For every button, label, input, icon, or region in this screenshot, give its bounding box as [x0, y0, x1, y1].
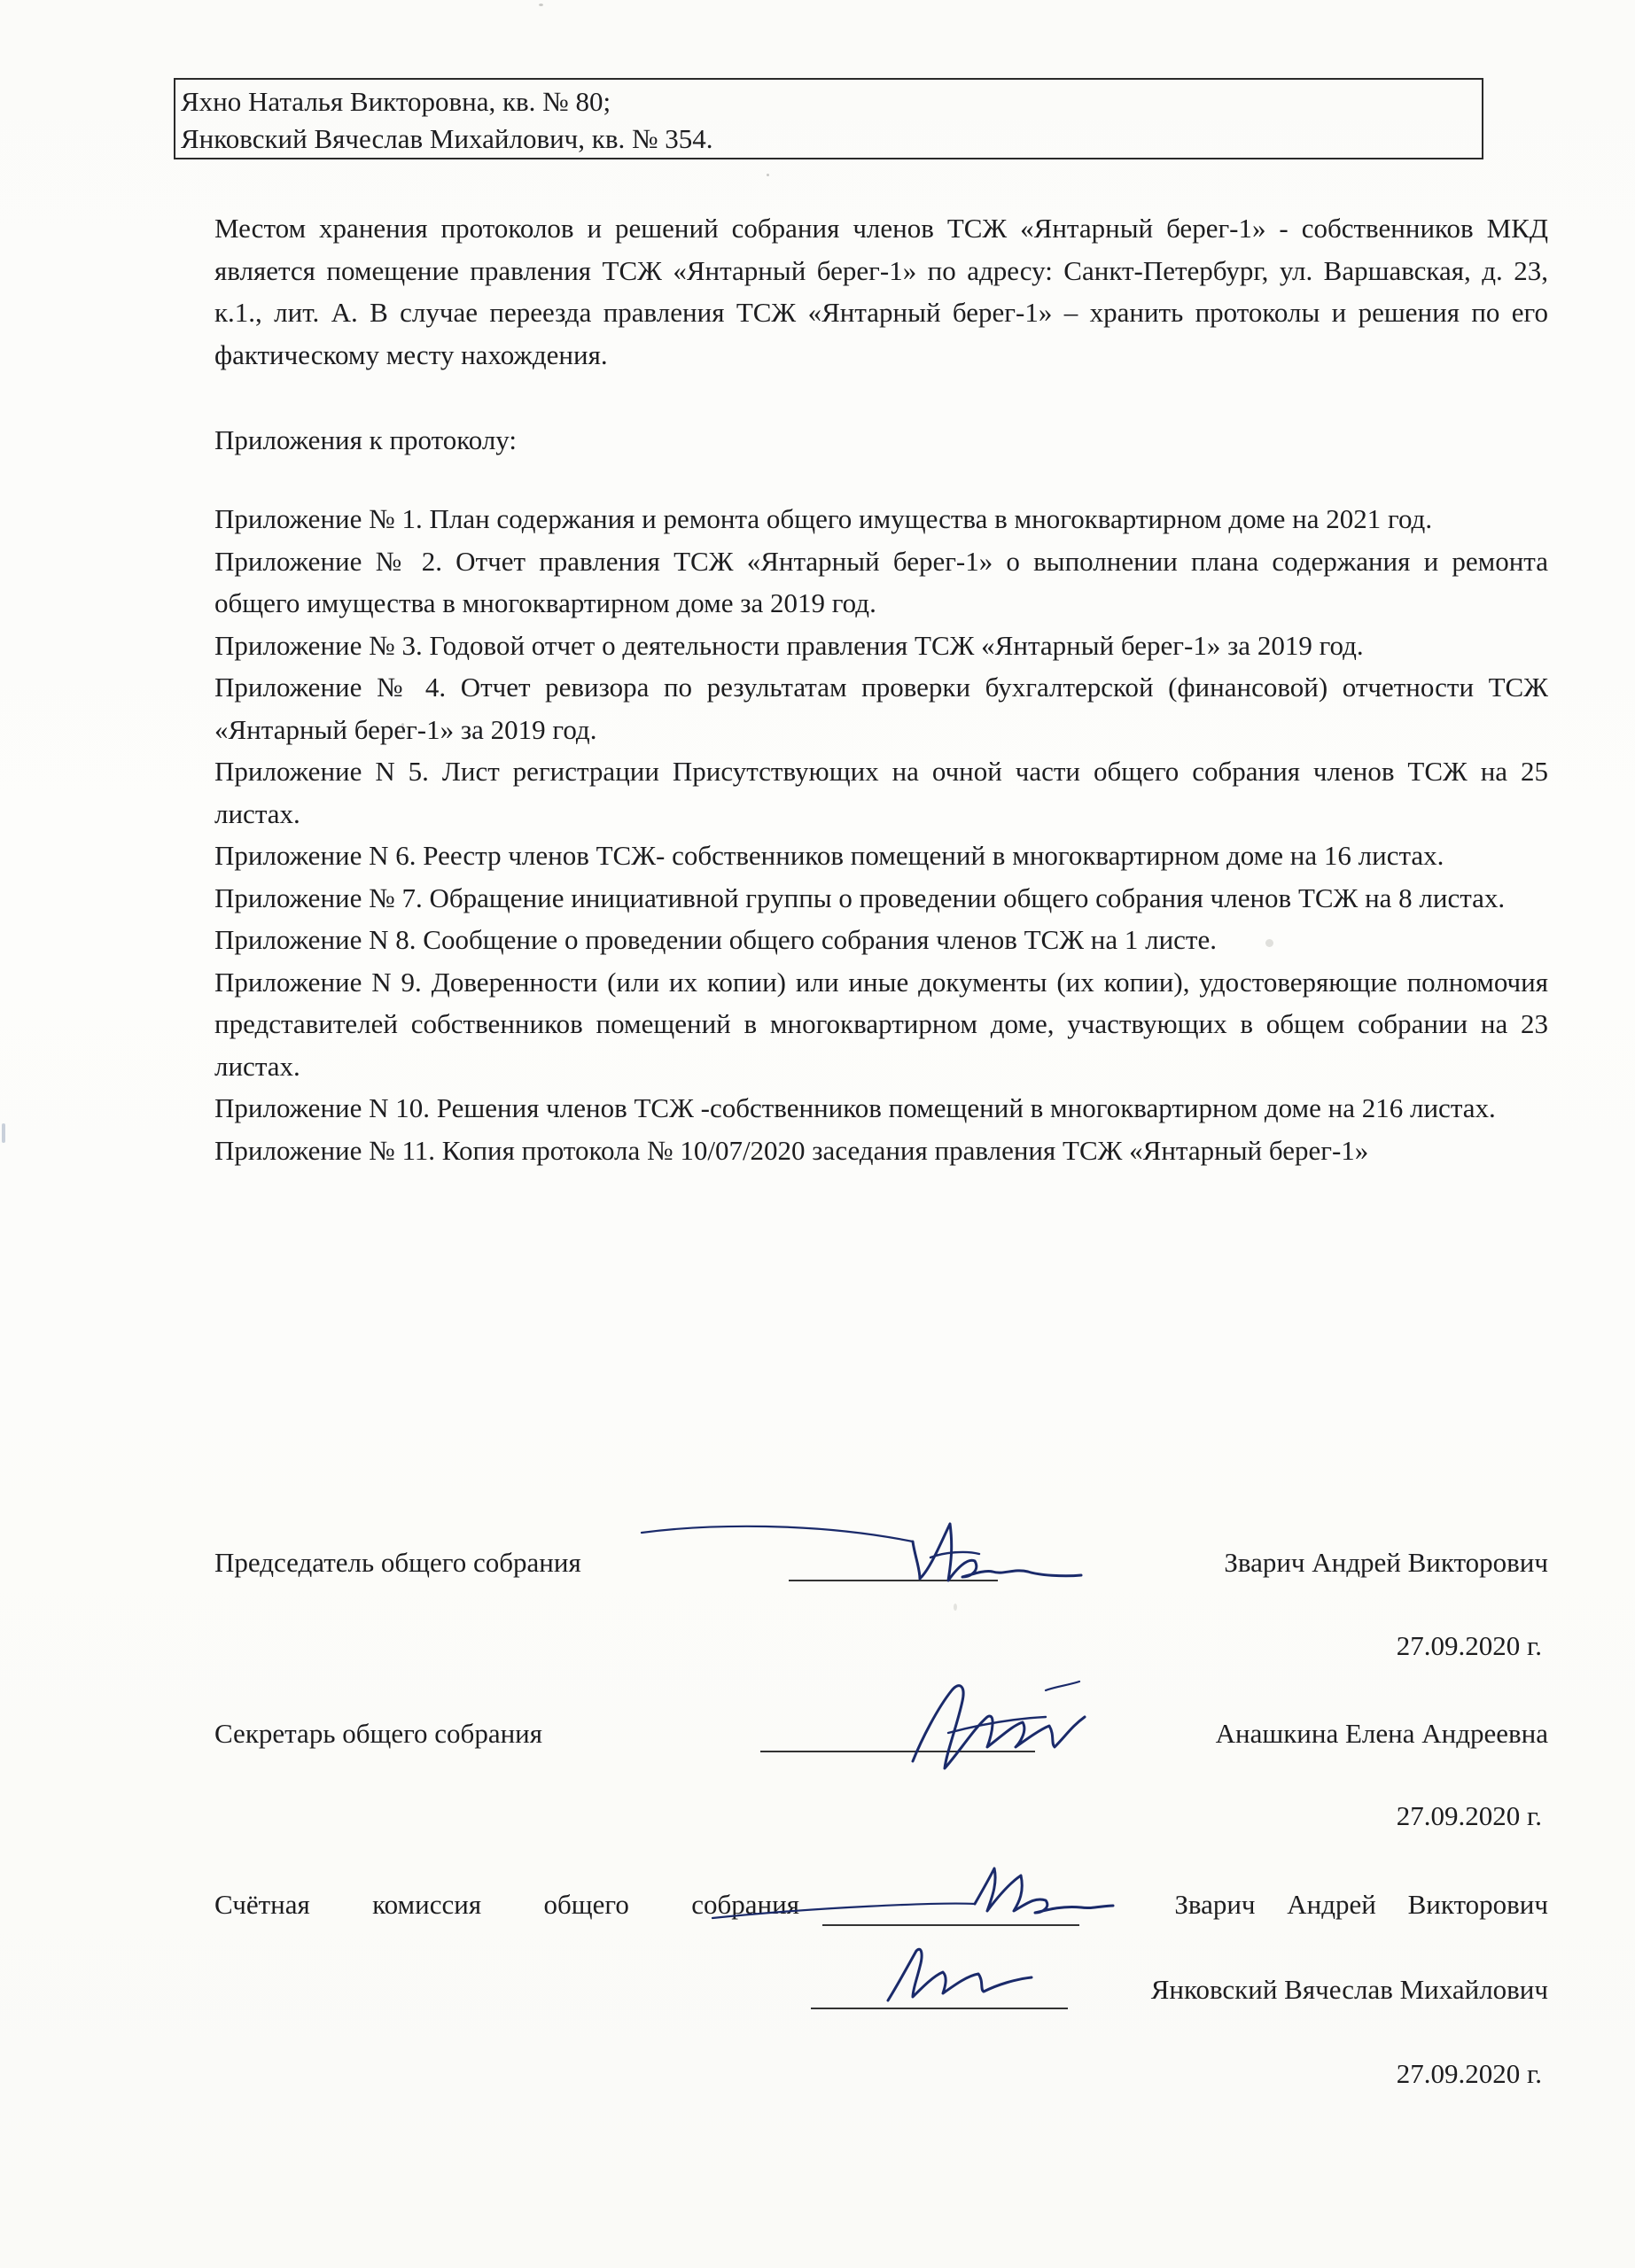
counting-date: 27.09.2020 г.: [1396, 2058, 1542, 2089]
counting-name-2: Янковский Вячеслав Михайлович: [1150, 1974, 1548, 2005]
scan-speck: [539, 4, 543, 6]
appendix-item: Приложение № 4. Отчет ревизора по результатам проверки бухгалтерской (финансовой) отчетности ТСЖ «Янтарный берег-1» за 2019 год.: [214, 672, 1548, 745]
secretary-signature: [895, 1655, 1108, 1788]
secretary-date: 27.09.2020 г.: [1396, 1800, 1542, 1831]
chair-date: 27.09.2020 г.: [1396, 1630, 1542, 1661]
counting-role: Счётная комиссия общего собрания: [214, 1889, 799, 1920]
appendix-item: Приложение № 11. Копия протокола № 10/07/2020 заседания правления ТСЖ «Янтарный берег-1»: [214, 1134, 1369, 1166]
members-line-1: Яхно Наталья Викторовна, кв. № 80;: [181, 86, 611, 117]
appendix-item: Приложение N 10. Решения членов ТСЖ -собственников помещений в многоквартирном доме на 216 листах.: [214, 1092, 1496, 1123]
appendix-item: Приложение N 5. Лист регистрации Присутствующих на очной части общего собрания членов ТСЖ на 25 листах.: [214, 756, 1548, 829]
appendix-item: Приложение № 1. План содержания и ремонта общего имущества в многоквартирном доме на 2021 год.: [214, 503, 1433, 534]
counting-name-1: Зварич Андрей Викторович: [1174, 1889, 1548, 1920]
storage-paragraph: Местом хранения протоколов и решений собрания членов ТСЖ «Янтарный берег-1» - собственников МКД является помещение правления ТСЖ «Янтарный берег-1» по адресу: Санкт-Петербург, ул. Варшавская, д. 23, к.1., лит. А. В случае переезда правления ТСЖ «Янтарный берег-1» – хранить протоколы и решения по его фактическому месту нахождения.: [214, 213, 1548, 370]
chair-role: Председатель общего собрания: [214, 1547, 581, 1578]
secretary-signature-row: [214, 1713, 1548, 1766]
appendix-item: Приложение N 9. Доверенности (или их копии) или иные документы (их копии), удостоверяющие полномочия представителей собственников помещений в многоквартирном доме, участвующих в общем собрании на 23 листах.: [214, 966, 1548, 1082]
secretary-name: Анашкина Елена Андреевна: [1215, 1718, 1548, 1749]
counting-signature-1: [709, 1856, 1117, 1936]
appendices-list: [214, 498, 1548, 1171]
scan-speck: [954, 1604, 957, 1611]
appendix-item: Приложение № 3. Годовой отчет о деятельности правления ТСЖ «Янтарный берег-1» за 2019 год.: [214, 629, 1364, 661]
chair-signature: [638, 1506, 1099, 1604]
appendix-item: Приложение № 7. Обращение инициативной группы о проведении общего собрания членов ТСЖ на 8 листах.: [214, 882, 1506, 913]
appendices-title: Приложения к протоколу:: [214, 424, 518, 455]
counting-signature-2: [876, 1931, 1053, 2011]
appendix-item: Приложение N 6. Реестр членов ТСЖ- собственников помещений в многоквартирном доме на 16 листах.: [214, 840, 1444, 871]
members-line-2: Янковский Вячеслав Михайлович, кв. № 354.: [181, 123, 713, 154]
scan-speck: [767, 174, 769, 176]
secretary-role: Секретарь общего собрания: [214, 1718, 543, 1749]
appendix-item: Приложение N 8. Сообщение о проведении общего собрания членов ТСЖ на 1 листе.: [214, 924, 1217, 955]
appendix-item: Приложение № 2. Отчет правления ТСЖ «Янтарный берег-1» о выполнении плана содержания и ремонта общего имущества в многоквартирном доме за 2019 год.: [214, 545, 1548, 618]
members-box: [174, 78, 1483, 159]
chair-name: Зварич Андрей Викторович: [1224, 1547, 1548, 1578]
scan-speck: [2, 1123, 5, 1143]
